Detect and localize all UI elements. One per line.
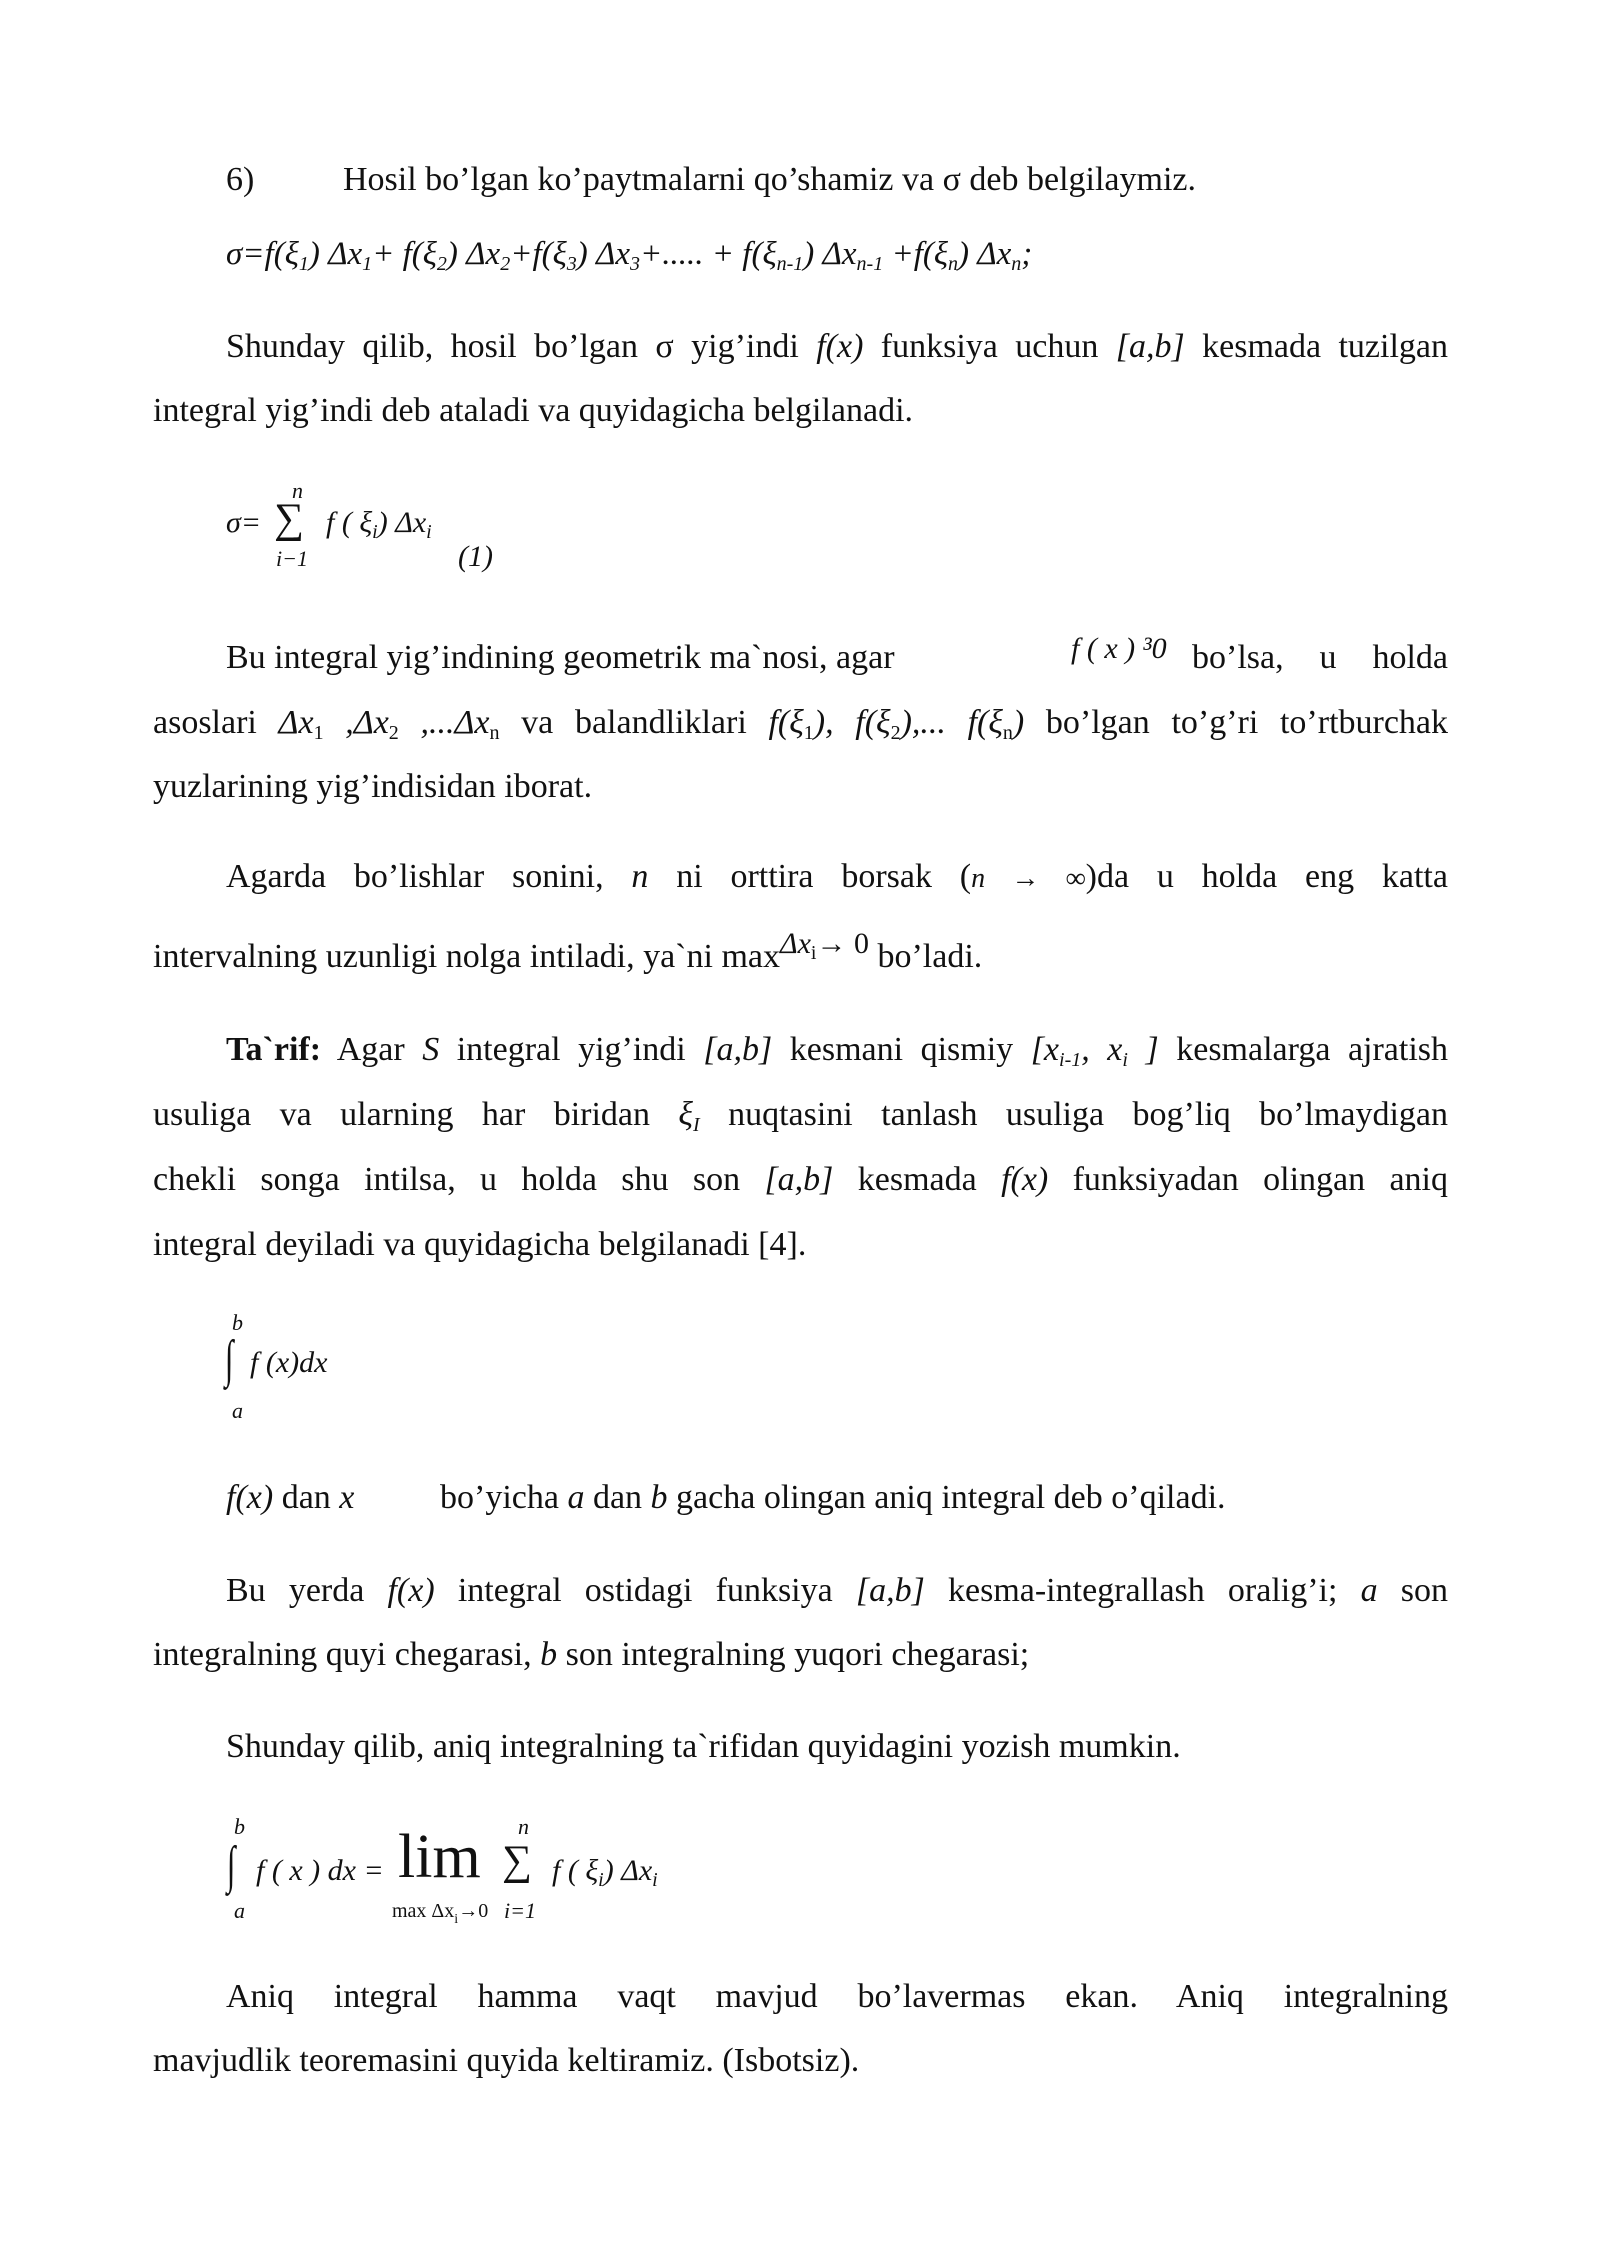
- formula-integral-sum: σ= n ∑ i−1 f ( $\xi_i$) $\Delta x_i$ (1): [226, 478, 493, 573]
- formula-definite-integral: b ∫ f (x)dx a: [224, 1310, 328, 1423]
- paragraph-limit-line1: Agarda bo’lishlar sonini, n ni orttira borsak (n → ∞)da u holda eng katta: [226, 858, 1448, 895]
- step-text: Hosil bo’lgan ko’paytmalarni qo’shamiz va σ deb belgilaymiz.: [343, 161, 1197, 198]
- reading-line-rest: bo’yicha a dan b gacha olingan aniq integral deb o’qiladi.: [440, 1479, 1226, 1516]
- paragraph-limit-line2: intervalning uzunligi nolga intiladi, ya`ni maxΔx$_i$→ 0 bo’ladi.: [153, 927, 983, 975]
- paragraph-geometric-line1: Bu integral yig’indining geometrik ma`nosi, agar f ( x ) ³0 bo’lsa, u holda: [226, 632, 1448, 676]
- definition-line3: chekli songa intilsa, u holda shu son [a,b] kesmada f(x) funksiyadan olingan aniq: [153, 1161, 1448, 1198]
- paragraph-integral-sum-line2: integral yig’indi deb ataladi va quyidagicha belgilanadi.: [153, 392, 914, 429]
- paragraph-notation-line2: integralning quyi chegarasi, b son integralning yuqori chegarasi;: [153, 1636, 1030, 1673]
- paragraph-notation-line1: Bu yerda f(x) integral ostidagi funksiya [a,b] kesma-integrallash oralig’i; a son: [226, 1572, 1448, 1609]
- paragraph-geometric-line2: asoslari $\Delta x_1$ $,\Delta x_2$ $,...\Delta x_n$ va balandliklari $f(\xi_1)$, $f(\xi_2)$,... $f(\xi_n)$ bo’lgan to’g’ri to’rtburchak: [153, 704, 1449, 744]
- sum-formula-line: $\sigma=f(\xi_1)$ $\Delta x_1+ f(\xi_2)$ $\Delta x_2+f(\xi_3) \Delta x_3+$..... + $f(\xi_{n-1})$ $\Delta x_{n-1} +f(\xi_n)$ $\Delta x_n$;: [226, 236, 1033, 275]
- definition-line1: Ta`rif: Agar S integral yig’indi [a,b] kesmani qismiy [$x_{i-1}$, $x_i$ ] kesmalarga ajratish: [226, 1031, 1449, 1071]
- paragraph-conclusion: Shunday qilib, aniq integralning ta`rifidan quyidagini yozish mumkin.: [226, 1728, 1181, 1765]
- definition-line2: usuliga va ularning har biridan $\xi_I$ nuqtasini tanlash usuliga bog’liq bo’lmaydigan: [153, 1096, 1448, 1136]
- reading-line: f(x) dan x: [226, 1479, 355, 1516]
- formula-limit-definition: b ∫ a f ( x ) dx = lim $\max \Delta x_i\to 0$ n ∑ i=1 f ( $\xi_i$) $\Delta x_i$: [226, 1814, 658, 1927]
- paragraph-existence-line2: mavjudlik teoremasini quyida keltiramiz. (Isbotsiz).: [153, 2042, 860, 2079]
- paragraph-integral-sum-line1: Shunday qilib, hosil bo’lgan σ yig’indi f(x) funksiya uchun [a,b] kesmada tuzilgan: [226, 328, 1448, 365]
- paragraph-geometric-line3: yuzlarining yig’indisidan iborat.: [153, 768, 593, 805]
- step-number: 6): [226, 161, 255, 198]
- definition-line4: integral deyiladi va quyidagicha belgilanadi [4].: [153, 1226, 807, 1263]
- paragraph-existence-line1: Aniq integral hamma vaqt mavjud bo’lavermas ekan. Aniq integralning: [226, 1978, 1448, 2015]
